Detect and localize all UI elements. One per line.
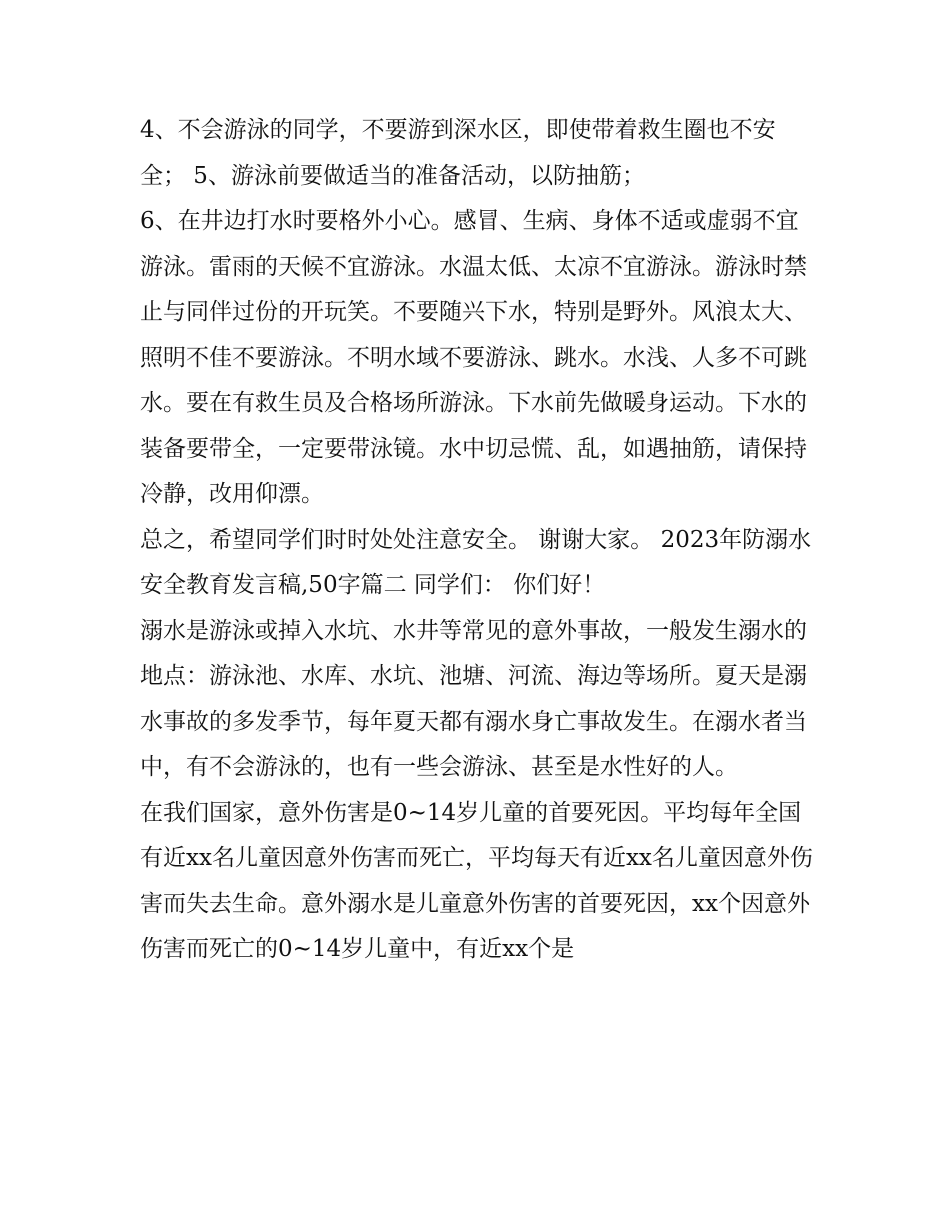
paragraph-4: 溺水是游泳或掉入水坑、水井等常见的意外事故，一般发生溺水的地点：游泳池、水库、水坑、池塘、河流、海边等场所。夏天是溺水事故的多发季节，每年夏天都有溺水身亡事故发生。在溺水者当中，有不会游泳的，也有一些会游泳、甚至是水性好的人。 [140, 617, 807, 780]
paragraph-2: 6、在井边打水时要格外小心。感冒、生病、身体不适或虚弱不宜游泳。雷雨的天候不宜游泳。水温太低、太凉不宜游泳。游泳时禁止与同伴过份的开玩笑。不要随兴下水，特别是野外。风浪太大、照明不佳不要游泳。不明水域不要游泳、跳水。水浅、人多不可跳水。要在有救生员及合格场所游泳。下水前先做暖身运动。下水的装备要带全，一定要带泳镜。水中切忌慌、乱，如遇抽筋，请保持冷静，改用仰漂。 [140, 208, 807, 507]
paragraph-1: 4、不会游泳的同学，不要游到深水区，即使带着救生圈也不安全； 5、游泳前要做适当的准备活动，以防抽筋； [140, 117, 776, 189]
paragraph-3: 总之，希望同学们时时处处注意安全。 谢谢大家。 2023年防溺水安全教育发言稿,50字篇二 同学们： 你们好！ [140, 526, 812, 598]
paragraph-5: 在我们国家，意外伤害是0~14岁儿童的首要死因。平均每年全国有近xx名儿童因意外伤害而死亡，平均每天有近xx名儿童因意外伤害而失去生命。意外溺水是儿童意外伤害的首要死因，xx个因意外伤害而死亡的0~14岁儿童中，有近xx个是 [140, 799, 813, 962]
document-body [140, 108, 820, 973]
